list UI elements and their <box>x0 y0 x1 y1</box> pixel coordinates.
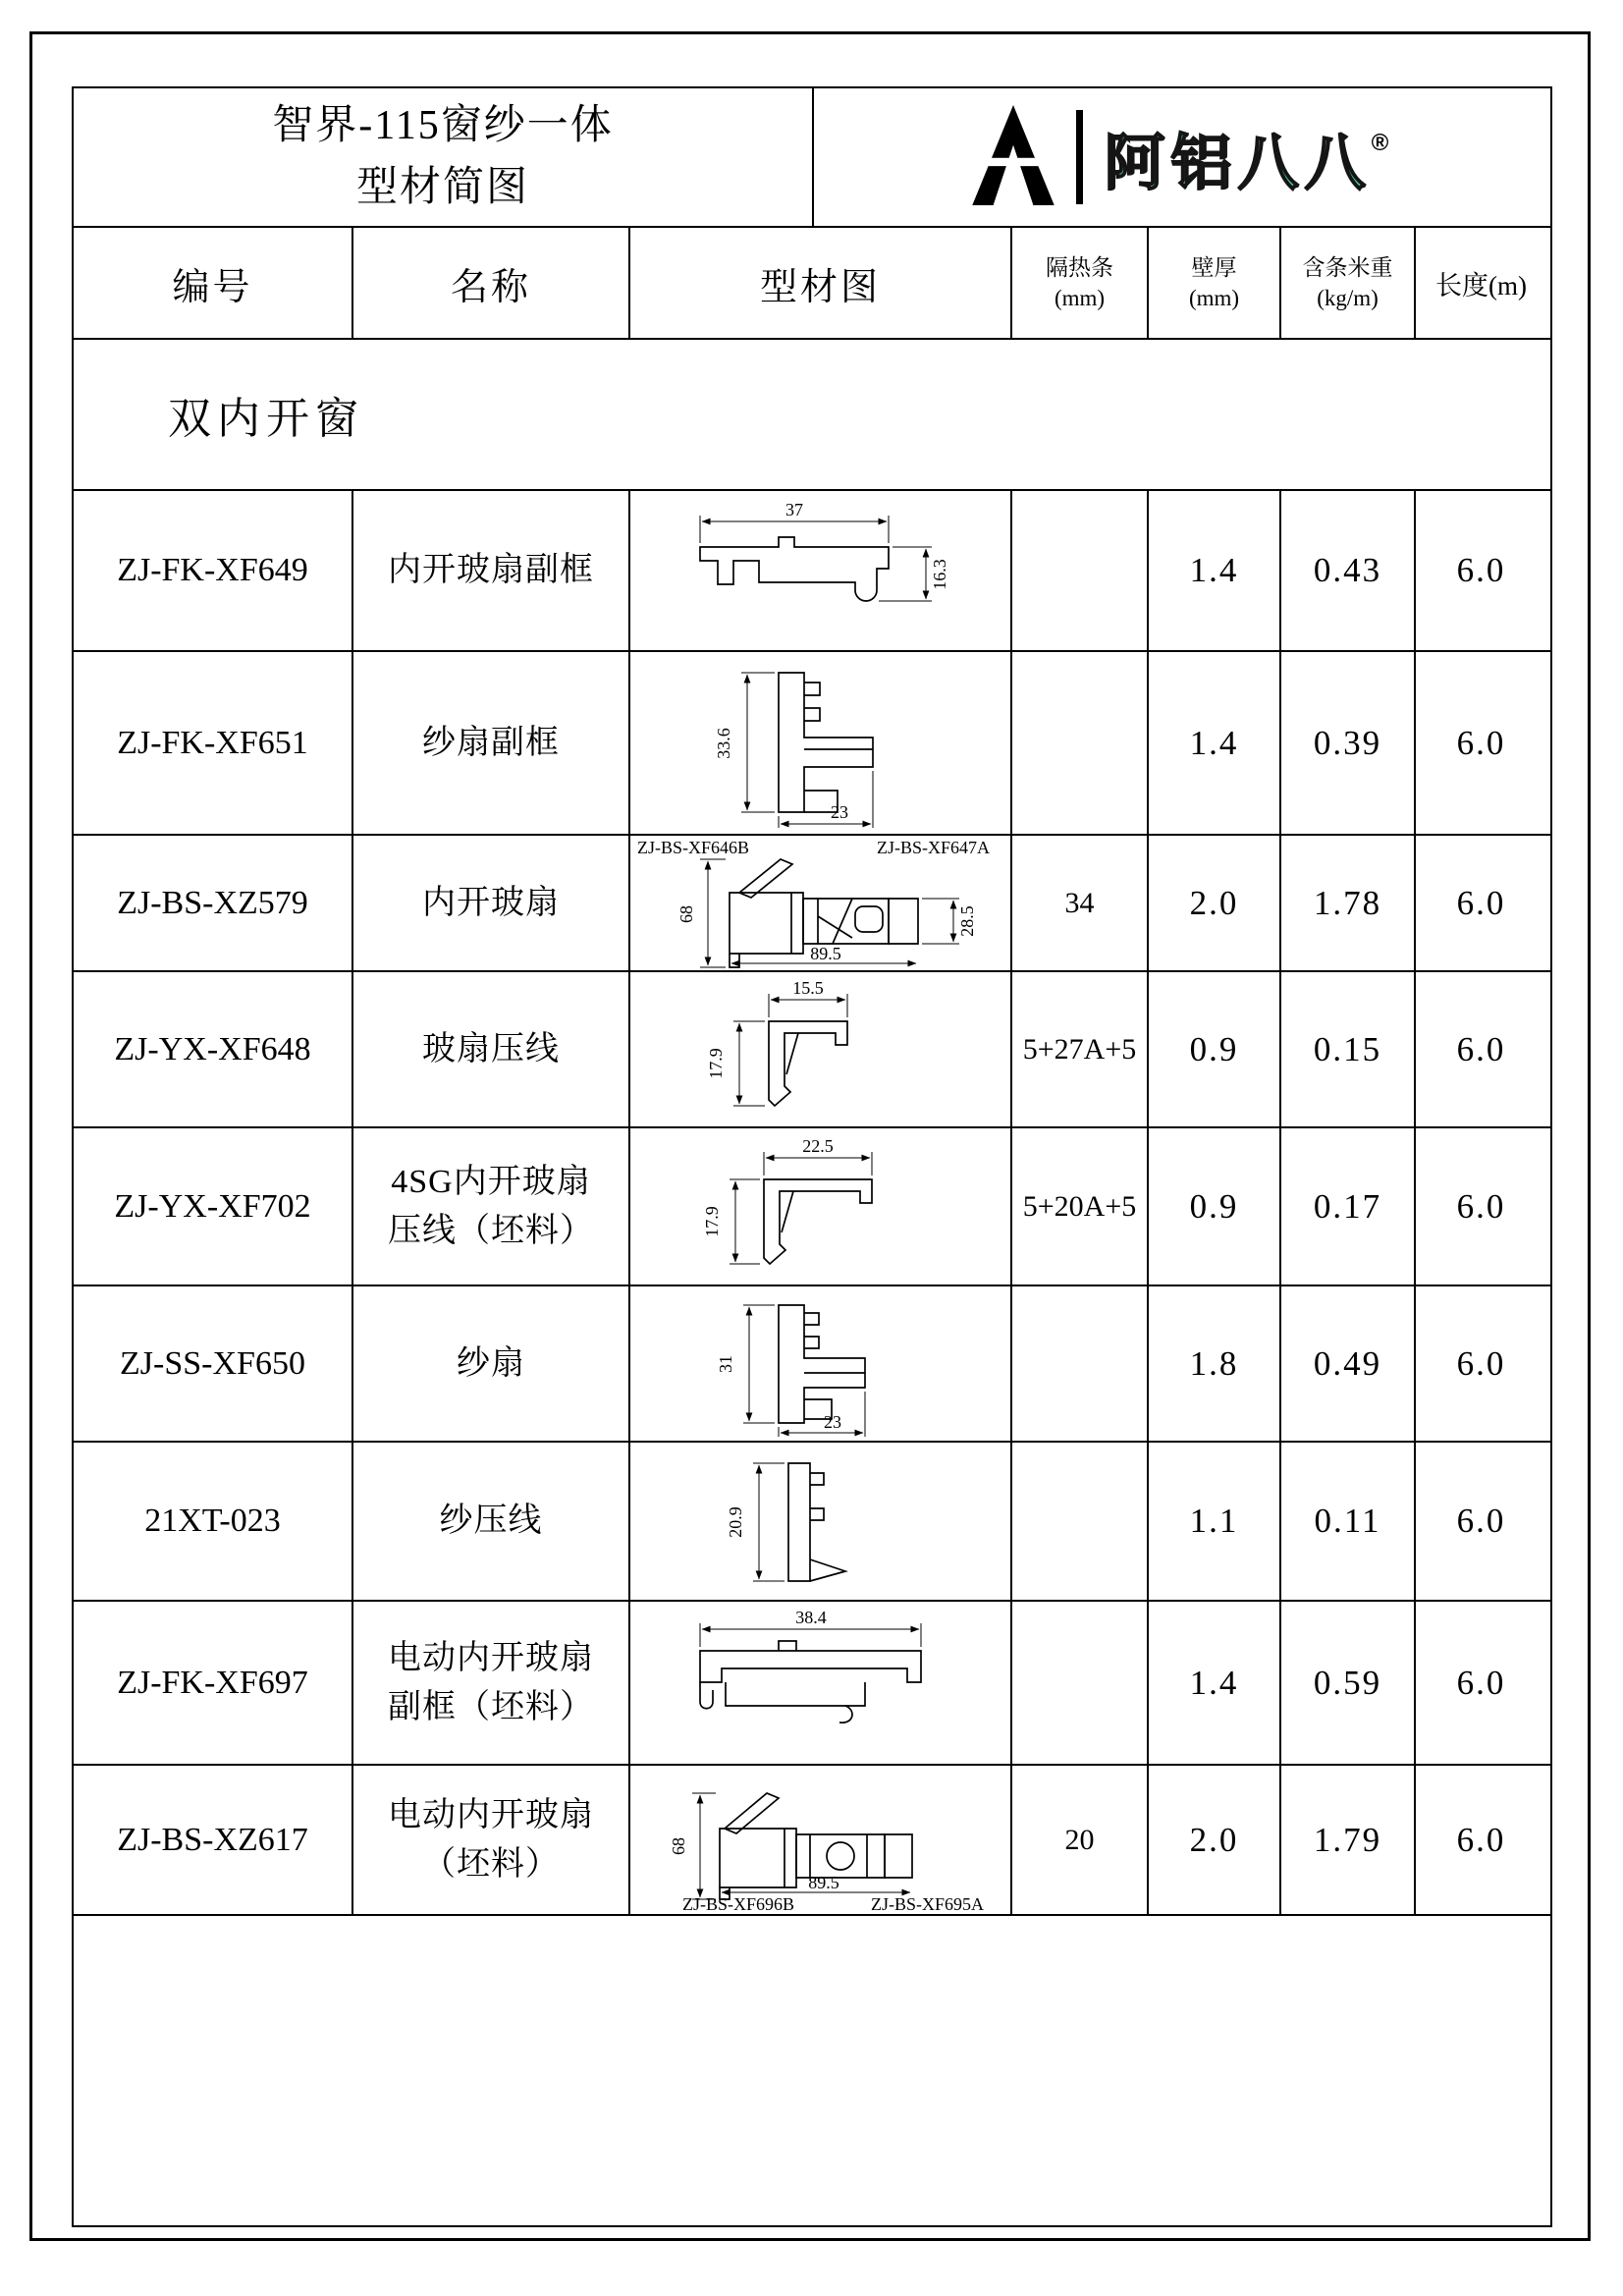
dim-width: 89.5 <box>810 944 841 963</box>
weight-value: 0.49 <box>1279 1286 1414 1441</box>
header-wall: 壁厚 (mm) <box>1147 228 1279 338</box>
length-value: 6.0 <box>1414 1128 1546 1285</box>
row-code: ZJ-SS-XF650 <box>120 1344 305 1382</box>
table-row <box>74 1126 1550 1285</box>
thermal-value <box>1010 1443 1147 1600</box>
sub-profile-label: ZJ-BS-XF647A <box>877 838 991 857</box>
row-code: ZJ-FK-XF651 <box>117 724 308 761</box>
section-title: 双内开窗 <box>168 395 364 443</box>
row-code: 21XT-023 <box>144 1503 281 1539</box>
row-name: 纱扇 <box>352 1286 628 1441</box>
thermal-value <box>1010 1286 1147 1441</box>
table-row <box>74 970 1550 1126</box>
header-weight: 含条米重 (kg/m) <box>1279 228 1414 338</box>
row-code: ZJ-YX-XF648 <box>114 1030 311 1067</box>
document-title <box>74 88 812 226</box>
row-name: 玻扇压线 <box>352 972 628 1126</box>
dim-height: 33.6 <box>714 727 733 759</box>
dim-height: 20.9 <box>726 1505 745 1538</box>
weight-value: 0.11 <box>1279 1443 1414 1600</box>
table-row <box>74 1441 1550 1600</box>
logo-mark-icon <box>972 105 1055 210</box>
dim-height: 16.3 <box>930 559 949 590</box>
wall-value: 1.4 <box>1147 491 1279 650</box>
profile-diagram <box>628 491 1010 650</box>
row-name: 电动内开玻扇 副框（坯料） <box>352 1602 628 1764</box>
sub-profile-label: ZJ-BS-XF696B <box>682 1894 795 1912</box>
table-row <box>74 1600 1550 1764</box>
row-name: 4SG内开玻扇 压线（坯料） <box>352 1128 628 1285</box>
table-row <box>74 489 1550 650</box>
row-name: 纱压线 <box>352 1443 628 1600</box>
row-name: 电动内开玻扇 （坯料） <box>352 1766 628 1914</box>
wall-value: 0.9 <box>1147 1128 1279 1285</box>
dim-width: 23 <box>831 801 848 822</box>
weight-value: 1.79 <box>1279 1766 1414 1914</box>
wall-value: 1.1 <box>1147 1443 1279 1600</box>
dim-width: 23 <box>824 1411 841 1432</box>
thermal-value: 34 <box>1010 836 1147 970</box>
dim-height: 68 <box>669 1837 688 1855</box>
table-row <box>74 1285 1550 1441</box>
header-thermal: 隔热条 (mm) <box>1010 228 1147 338</box>
row-code: ZJ-YX-XF702 <box>114 1187 311 1225</box>
empty-footer-block <box>74 1914 1550 2225</box>
brand-name: 阿铝八八® <box>1104 129 1389 197</box>
weight-value: 1.78 <box>1279 836 1414 970</box>
weight-value: 0.59 <box>1279 1602 1414 1764</box>
dim-height: 68 <box>676 905 696 923</box>
profile-diagram <box>628 1602 1010 1764</box>
profile-diagram <box>628 652 1010 834</box>
sub-profile-label: ZJ-BS-XF695A <box>871 1894 985 1912</box>
dim-height: 17.9 <box>706 1047 726 1079</box>
thermal-value: 20 <box>1010 1766 1147 1914</box>
thermal-value <box>1010 1602 1147 1764</box>
header-name: 名称 <box>352 228 628 338</box>
wall-value: 1.4 <box>1147 1602 1279 1764</box>
title-line-1: 智界-115窗纱一体 <box>272 103 614 148</box>
profile-diagram <box>628 1128 1010 1285</box>
row-code: ZJ-BS-XZ579 <box>117 884 308 921</box>
weight-value: 0.17 <box>1279 1128 1414 1285</box>
thermal-value: 5+20A+5 <box>1010 1128 1147 1285</box>
profile-diagram <box>628 1443 1010 1600</box>
wall-value: 0.9 <box>1147 972 1279 1126</box>
weight-value: 0.15 <box>1279 972 1414 1126</box>
profile-spec-table <box>72 86 1552 2227</box>
row-code: ZJ-FK-XF649 <box>117 552 308 588</box>
row-name: 内开玻扇副框 <box>352 491 628 650</box>
dim-width: 15.5 <box>792 977 824 998</box>
sub-profile-label: ZJ-BS-XF646B <box>637 838 750 857</box>
profile-diagram <box>628 1766 1010 1914</box>
length-value: 6.0 <box>1414 652 1546 834</box>
profile-diagram <box>628 1286 1010 1441</box>
row-name: 纱扇副框 <box>352 652 628 834</box>
length-value: 6.0 <box>1414 1602 1546 1764</box>
row-name: 内开玻扇 <box>352 836 628 970</box>
length-value: 6.0 <box>1414 491 1546 650</box>
header-length: 长度(m) <box>1414 228 1546 338</box>
thermal-value: 5+27A+5 <box>1010 972 1147 1126</box>
table-row <box>74 650 1550 834</box>
wall-value: 2.0 <box>1147 1766 1279 1914</box>
header-code: 编号 <box>172 266 253 308</box>
profile-diagram <box>628 836 1010 970</box>
length-value: 6.0 <box>1414 1286 1546 1441</box>
row-code: ZJ-BS-XZ617 <box>117 1821 308 1858</box>
dim-width: 22.5 <box>802 1135 834 1156</box>
dim-right: 28.5 <box>957 905 977 937</box>
table-row <box>74 1764 1550 1914</box>
profile-diagram <box>628 972 1010 1126</box>
length-value: 6.0 <box>1414 1766 1546 1914</box>
dim-width: 37 <box>785 500 803 519</box>
table-header-row <box>74 226 1550 338</box>
dim-width: 89.5 <box>808 1873 839 1892</box>
thermal-value <box>1010 491 1147 650</box>
empty-cell <box>74 1916 1546 2225</box>
registered-trademark: ® <box>1371 129 1389 156</box>
weight-value: 0.43 <box>1279 491 1414 650</box>
length-value: 6.0 <box>1414 1443 1546 1600</box>
title-block <box>74 88 1550 226</box>
wall-value: 1.4 <box>1147 652 1279 834</box>
thermal-value <box>1010 652 1147 834</box>
length-value: 6.0 <box>1414 836 1546 970</box>
weight-value: 0.39 <box>1279 652 1414 834</box>
section-row <box>74 338 1550 489</box>
wall-value: 1.8 <box>1147 1286 1279 1441</box>
table-row <box>74 834 1550 970</box>
title-line-2: 型材简图 <box>355 165 529 210</box>
dim-height: 17.9 <box>702 1205 722 1237</box>
length-value: 6.0 <box>1414 972 1546 1126</box>
brand-logo <box>812 88 1546 226</box>
header-diagram: 型材图 <box>628 228 1010 338</box>
wall-value: 2.0 <box>1147 836 1279 970</box>
dim-width: 38.4 <box>795 1607 827 1627</box>
row-code: ZJ-FK-XF697 <box>117 1664 308 1701</box>
dim-height: 31 <box>716 1354 735 1373</box>
logo-divider <box>1076 110 1083 204</box>
